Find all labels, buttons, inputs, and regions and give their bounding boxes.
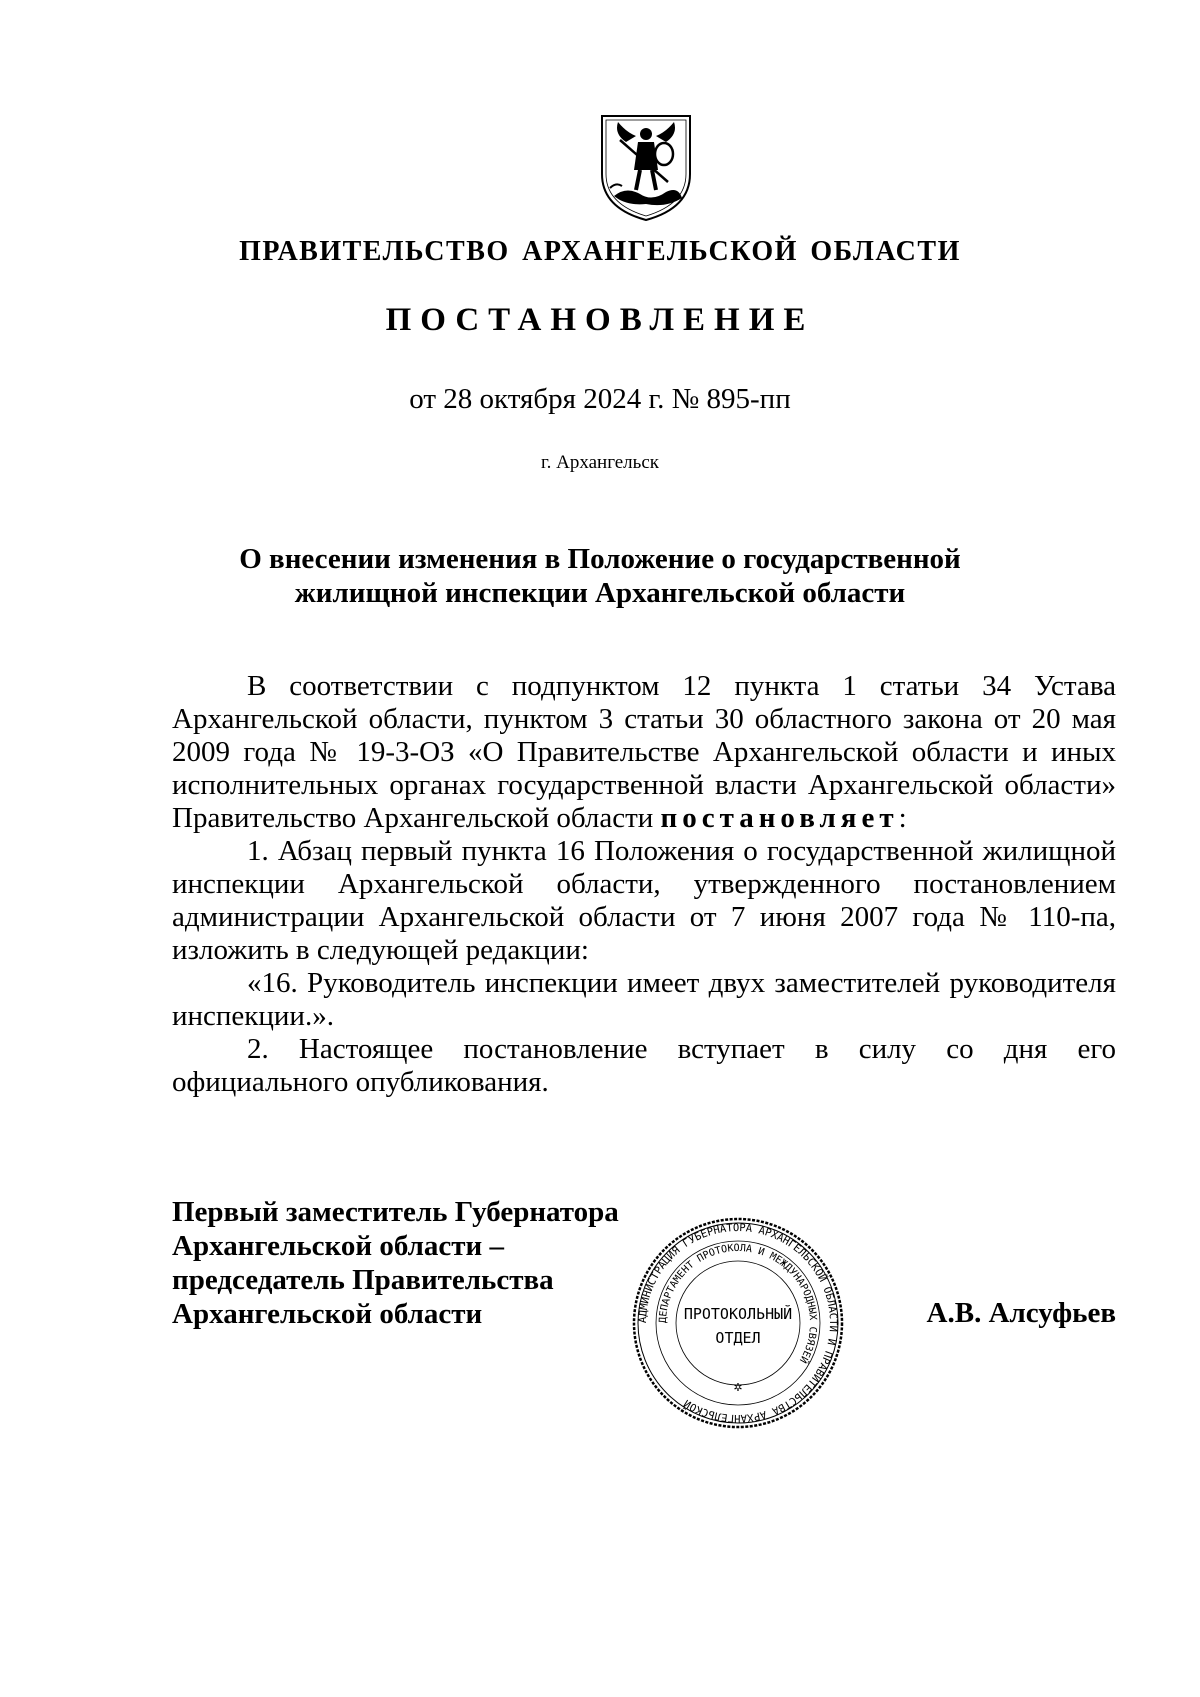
- paragraph-item-1: 1. Абзац первый пункта 16 Положения о государственной жилищной инспекции Архангельской области, утвержденного постановлением администрации Архангельской области от 7 июня 2007 года № 110-па, изложить в следующей редакции:: [172, 835, 1116, 966]
- paragraph-quote: «16. Руководитель инспекции имеет двух заместителей руководителя инспекции.».: [172, 967, 1116, 1032]
- document-body: [172, 670, 1116, 1099]
- document-type: ПОСТАНОВЛЕНИЕ: [385, 302, 815, 338]
- paragraph-item-2: 2. Настоящее постановление вступает в силу со дня его официального опубликования.: [172, 1033, 1116, 1098]
- preamble-colon: :: [898, 802, 907, 834]
- coat-of-arms-icon: [596, 112, 696, 224]
- signer-line-4: Архангельской области: [172, 1298, 483, 1330]
- keyword-postanovlyaet: постановляет: [660, 802, 899, 834]
- protocol-department-stamp: [628, 1213, 848, 1433]
- organization-title: ПРАВИТЕЛЬСТВО АРХАНГЕЛЬСКОЙ ОБЛАСТИ: [239, 236, 961, 267]
- document-title: [0, 542, 1200, 610]
- stamp-star-icon: ✲: [733, 1381, 743, 1394]
- title-line-2: жилищной инспекции Архангельской области: [294, 577, 906, 609]
- stamp-inner-text: ДЕПАРТАМЕНТ ПРОТОКОЛА И МЕЖДУНАРОДНЫХ СВЯЗЕЙ: [657, 1242, 819, 1365]
- city: г. Архангельск: [540, 452, 659, 473]
- signer-line-2: Архангельской области –: [172, 1230, 504, 1262]
- signer-position: [172, 1195, 619, 1331]
- stamp-center-line-1: ПРОТОКОЛЬНЫЙ: [683, 1305, 793, 1323]
- title-line-1: О внесении изменения в Положение о государственной: [239, 543, 961, 575]
- stamp-center-line-2: ОТДЕЛ: [715, 1329, 761, 1347]
- signer-line-3: председатель Правительства: [172, 1264, 554, 1296]
- preamble-text: В соответствии с подпунктом 12 пункта 1 статьи 34 Устава Архангельской области, пунктом 3 статьи 30 областного закона от 20 мая 2009 года № 19-3-ОЗ «О Правительстве Архангельской области и иных исполнительных органах государственной власти Архангельской области» Правительство Архангельской области: [172, 670, 1116, 834]
- signer-name: А.В. Алсуфьев: [926, 1297, 1116, 1329]
- date-and-number: от 28 октября 2024 г. № 895-пп: [409, 383, 791, 415]
- stamp-outer-text: АДМИНИСТРАЦИЯ ГУБЕРНАТОРА АРХАНГЕЛЬСКОЙ ОБЛАСТИ И ПРАВИТЕЛЬСТВА АРХАНГЕЛЬСКОЙ: [636, 1221, 840, 1425]
- signer-line-1: Первый заместитель Губернатора: [172, 1196, 619, 1228]
- paragraph-preamble: [172, 670, 1116, 835]
